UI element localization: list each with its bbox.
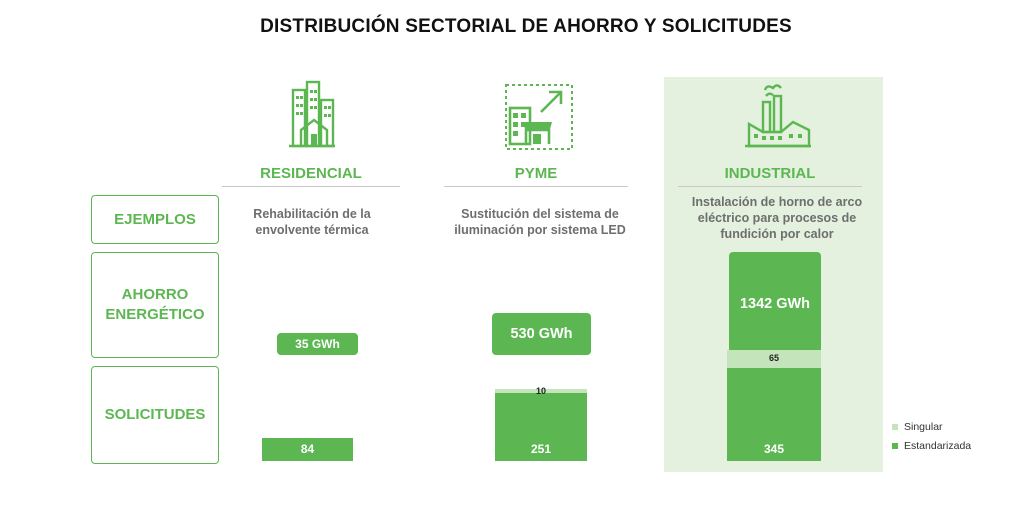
- legend-swatch-singular: [892, 424, 898, 430]
- buildings-icon: [287, 80, 337, 150]
- energy-bar-pyme: 530 GWh: [492, 313, 591, 355]
- example-industrial: Instalación de horno de arco eléctrico para procesos de fundición por calor: [691, 195, 863, 241]
- sector-name-industrial: INDUSTRIAL: [724, 165, 816, 182]
- bar-label-singular-pyme: 10: [535, 386, 546, 396]
- chart-title: DISTRIBUCIÓN SECTORIAL DE AHORRO Y SOLICITUDES: [260, 16, 792, 37]
- row-label-examples: EJEMPLOS: [91, 195, 219, 244]
- divider: [444, 186, 628, 187]
- row-label-requests: SOLICITUDES: [91, 366, 219, 464]
- legend-item-standard: [892, 440, 971, 452]
- bar-label-standard-industrial: 345: [763, 442, 785, 456]
- bar-label-standard-residencial: 84: [300, 442, 315, 456]
- divider: [222, 186, 400, 187]
- example-residencial: Rehabilitación de la envolvente térmica: [253, 207, 371, 237]
- legend-label-singular: Singular: [904, 421, 943, 433]
- factory-icon: [743, 84, 813, 150]
- energy-bar-residencial: 35 GWh: [277, 333, 358, 355]
- row-label-energy: AHORRO ENERGÉTICO: [91, 252, 219, 358]
- legend-item-singular: [892, 421, 943, 433]
- bar-label-standard-pyme: 251: [530, 442, 552, 456]
- shop-growth-icon: [503, 82, 575, 152]
- sector-name-pyme: PYME: [514, 165, 558, 182]
- divider: [678, 186, 862, 187]
- bar-label-singular-industrial: 65: [768, 353, 779, 364]
- energy-bar-industrial: 1342 GWh: [729, 252, 821, 356]
- legend-swatch-standard: [892, 443, 898, 449]
- sector-name-residencial: RESIDENCIAL: [260, 165, 362, 182]
- example-pyme: Sustitución del sistema de iluminación por sistema LED: [454, 207, 626, 237]
- legend-label-standard: Estandarizada: [904, 440, 972, 452]
